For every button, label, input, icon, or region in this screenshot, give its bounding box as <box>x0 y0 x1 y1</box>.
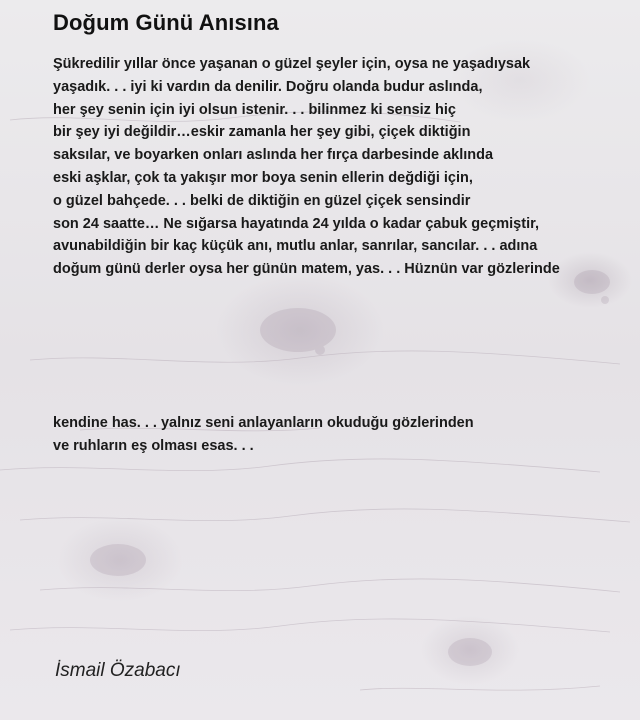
poem-line: saksılar, ve boyarken onları aslında her fırça darbesinde aklında <box>53 147 494 164</box>
poem-line: doğum günü derler oysa her günün matem, yas. . . Hüznün var gözlerinde <box>53 261 560 278</box>
poem-line: bir şey iyi değildir…eskir zamanla her şey gibi, çiçek diktiğin <box>53 124 471 141</box>
poem-line: o güzel bahçede. . . belki de diktiğin en güzel çiçek sensindir <box>53 192 471 209</box>
poem-line: ve ruhların eş olması esas. . . <box>53 437 254 454</box>
poem-line: eski aşklar, çok ta yakışır mor boya senin ellerin değdiği için, <box>53 169 473 186</box>
poem-line: kendine has. . . yalnız seni anlayanların okuduğu gözlerinden <box>53 415 474 431</box>
poem-line: avunabildiğin bir kaç küçük anı, mutlu anlar, sanrılar, sancılar. . . adına <box>53 238 538 255</box>
poem-stanza-2 <box>53 412 474 458</box>
poem-line: her şey senin için iyi olsun istenir. . . bilinmez ki sensiz hiç <box>53 101 456 118</box>
poem-line: son 24 saatte… Ne sığarsa hayatında 24 yılda o kadar çabuk geçmiştir, <box>53 215 539 232</box>
poem-author: İsmail Özabacı <box>55 660 181 681</box>
poem-title: Doğum Günü Anısına <box>53 10 279 35</box>
poem-stanza-1 <box>53 53 560 281</box>
poem-line: yaşadık. . . iyi ki vardın da denilir. Doğru olanda budur aslında, <box>53 78 483 95</box>
poem-line: Şükredilir yıllar önce yaşanan o güzel şeyler için, oysa ne yaşadıysak <box>53 56 531 72</box>
